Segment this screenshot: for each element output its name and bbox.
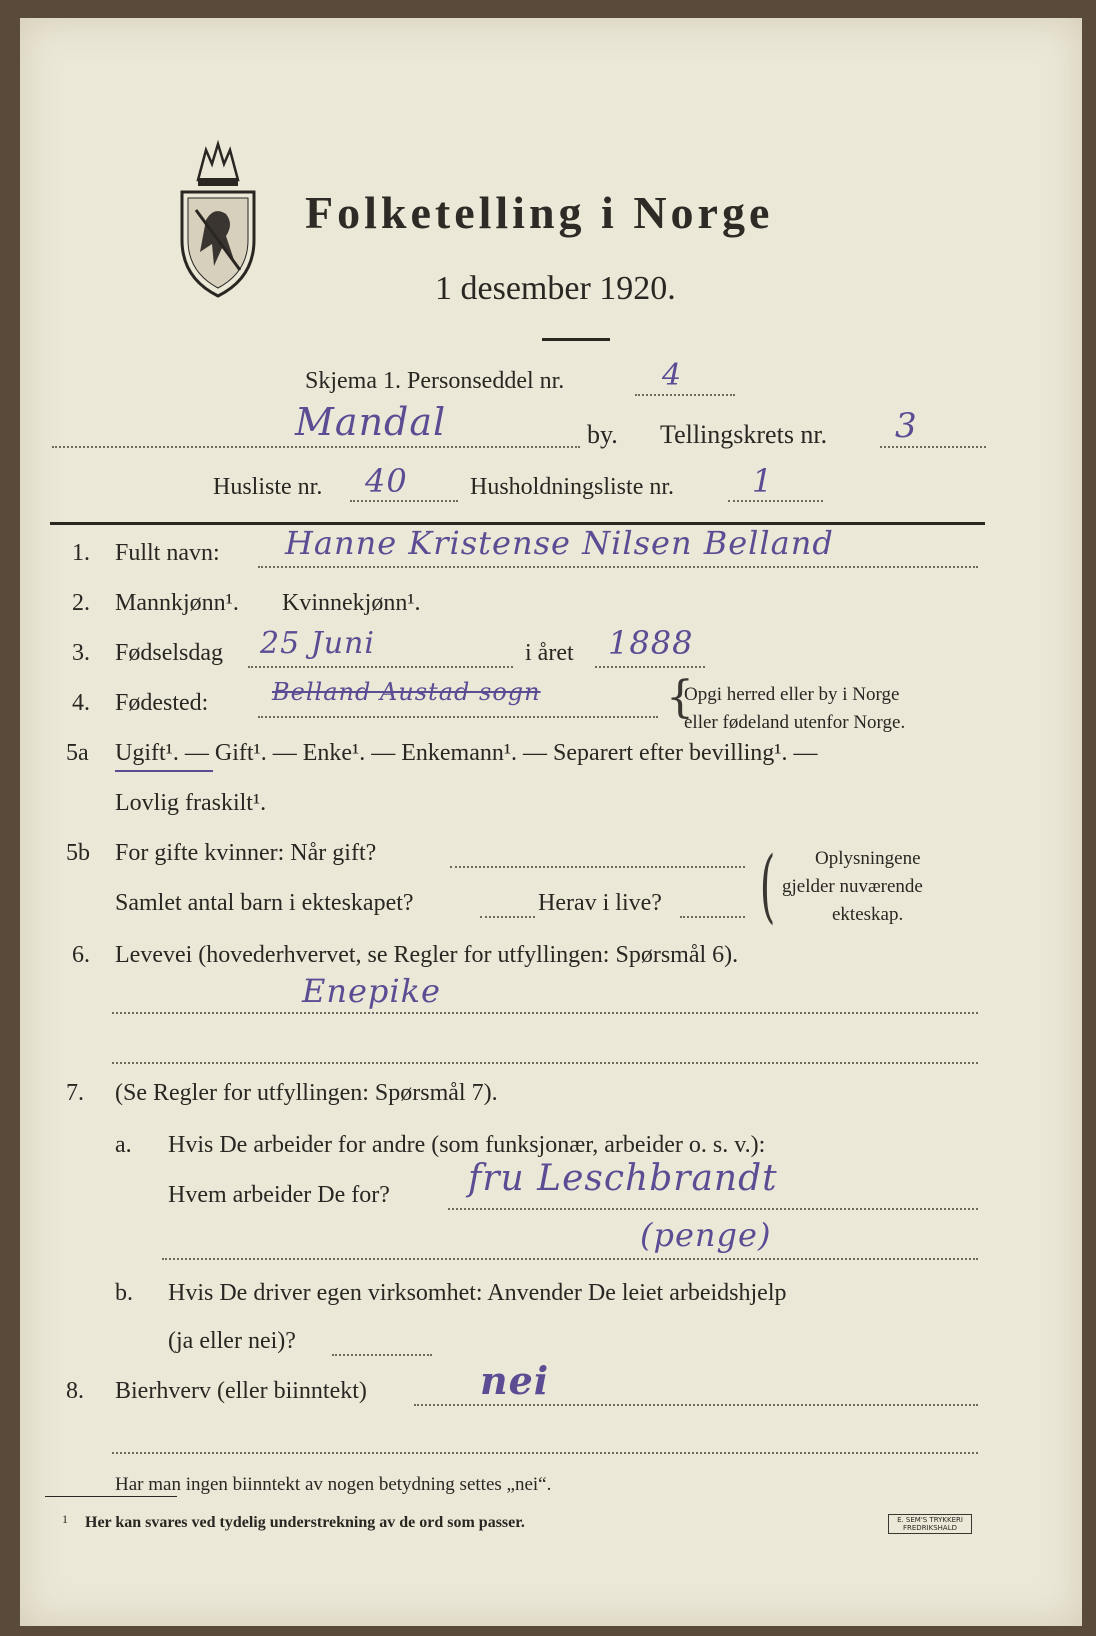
q3-label: Fødselsdag bbox=[115, 640, 223, 666]
skjema-label: Skjema 1. Personseddel nr. bbox=[305, 368, 565, 394]
q2-number: 2. bbox=[72, 590, 90, 616]
q5b-number: 5b bbox=[66, 840, 90, 866]
footnote-marker: 1 bbox=[62, 1512, 68, 1526]
q6-label: Levevei (hovederhvervet, se Regler for utfyllingen: Spørsmål 6). bbox=[115, 942, 739, 968]
side-income-field-line2 bbox=[112, 1452, 978, 1454]
employer-value-line2: (penge) bbox=[640, 1216, 772, 1254]
husliste-value: 40 bbox=[365, 462, 408, 500]
tellingskrets-value: 3 bbox=[895, 406, 918, 446]
birthplace-value: Belland Austad sogn bbox=[272, 678, 541, 706]
birthplace-field bbox=[258, 716, 658, 718]
birthday-value: 25 Juni bbox=[260, 626, 375, 661]
q3-number: 3. bbox=[72, 640, 90, 666]
tellingskrets-field bbox=[880, 446, 986, 448]
q5b-note-line1: Oplysningene bbox=[815, 848, 921, 869]
printer-stamp bbox=[888, 1514, 972, 1534]
footnote-text: Her kan svares ved tydelig understrekning av de ord som passer. bbox=[85, 1514, 525, 1531]
q5b-brace: ( bbox=[759, 839, 776, 932]
occupation-field-line2 bbox=[112, 1062, 978, 1064]
q5b-note-line3: ekteskap. bbox=[832, 904, 904, 925]
alive-field bbox=[680, 916, 745, 918]
q2-male-option: Mannkjønn¹. bbox=[115, 590, 239, 616]
q5b-alive-label: Herav i live? bbox=[538, 890, 662, 916]
q5a-number: 5a bbox=[66, 740, 89, 766]
year-label: i året bbox=[525, 640, 574, 666]
q5b-note-line2: gjelder nuværende bbox=[782, 876, 923, 897]
q7a-line1: Hvis De arbeider for andre (som funksjonær, arbeider o. s. v.): bbox=[168, 1132, 766, 1158]
nei-instruction: Har man ingen biinntekt av nogen betydning settes „nei“. bbox=[115, 1474, 552, 1495]
employer-field bbox=[448, 1208, 978, 1210]
form-title: Folketelling i Norge bbox=[305, 187, 774, 238]
q7b-line1: Hvis De driver egen virksomhet: Anvender De leiet arbeidshjelp bbox=[168, 1280, 787, 1306]
q4-note-line1: Opgi herred eller by i Norge bbox=[684, 684, 900, 705]
when-married-field bbox=[450, 866, 745, 868]
husliste-field bbox=[350, 500, 458, 502]
skjema-nr-value: 4 bbox=[662, 358, 683, 393]
skjema-nr-field bbox=[635, 394, 735, 396]
husholdning-label: Husholdningsliste nr. bbox=[470, 474, 675, 500]
birth-year-value: 1888 bbox=[608, 624, 694, 662]
q1-label: Fullt navn: bbox=[115, 540, 220, 566]
employer-value: fru Leschbrandt bbox=[468, 1158, 778, 1199]
coat-of-arms-icon bbox=[176, 140, 260, 300]
by-label: by. bbox=[587, 420, 618, 449]
q4-brace: { bbox=[666, 672, 694, 723]
children-field bbox=[480, 916, 535, 918]
q5a-options-cont: Lovlig fraskilt¹. bbox=[115, 790, 267, 816]
q7-number: 7. bbox=[66, 1080, 84, 1106]
q5a-options: Ugift¹. — Gift¹. — Enke¹. — Enkemann¹. — Separert efter bevilling¹. — bbox=[115, 740, 818, 766]
printer-stamp-line1: E. SEM'S TRYKKERI bbox=[897, 1516, 963, 1524]
q5a-underline-ugift bbox=[115, 770, 213, 772]
q4-number: 4. bbox=[72, 690, 90, 716]
census-form-page bbox=[20, 18, 1082, 1626]
occupation-field-line1 bbox=[112, 1012, 978, 1014]
q6-number: 6. bbox=[72, 942, 90, 968]
by-field bbox=[52, 446, 580, 448]
q7-label: (Se Regler for utfyllingen: Spørsmål 7). bbox=[115, 1080, 498, 1106]
footnote-divider bbox=[45, 1496, 177, 1497]
q7b-line2: (ja eller nei)? bbox=[168, 1328, 296, 1354]
birth-year-field bbox=[595, 666, 705, 668]
q4-note-line2: eller fødeland utenfor Norge. bbox=[684, 712, 906, 733]
full-name-field bbox=[258, 566, 978, 568]
side-income-field bbox=[414, 1404, 978, 1406]
q2-female-option: Kvinnekjønn¹. bbox=[282, 590, 421, 616]
side-income-value: nei bbox=[480, 1358, 550, 1403]
q8-label: Bierhverv (eller biinntekt) bbox=[115, 1378, 367, 1404]
birthday-field bbox=[248, 666, 513, 668]
by-value: Mandal bbox=[295, 400, 447, 444]
q7a-line2: Hvem arbeider De for? bbox=[168, 1182, 390, 1208]
employer-field-line2 bbox=[162, 1258, 978, 1260]
q5b-children-label: Samlet antal barn i ekteskapet? bbox=[115, 890, 414, 916]
q5b-line1: For gifte kvinner: Når gift? bbox=[115, 840, 377, 866]
title-divider bbox=[542, 338, 610, 341]
q1-number: 1. bbox=[72, 540, 90, 566]
hired-help-field bbox=[332, 1354, 432, 1356]
tellingskrets-label: Tellingskrets nr. bbox=[660, 420, 828, 449]
q7b-letter: b. bbox=[115, 1280, 133, 1306]
census-date: 1 desember 1920. bbox=[435, 270, 676, 307]
husholdning-field bbox=[728, 500, 823, 502]
husholdning-value: 1 bbox=[752, 462, 774, 500]
q7a-letter: a. bbox=[115, 1132, 132, 1158]
occupation-value: Enepike bbox=[302, 972, 441, 1010]
husliste-label: Husliste nr. bbox=[213, 474, 323, 500]
printer-stamp-line2: FREDRIKSHALD bbox=[902, 1524, 957, 1532]
full-name-value: Hanne Kristense Nilsen Belland bbox=[285, 524, 834, 562]
q4-label: Fødested: bbox=[115, 690, 209, 716]
q8-number: 8. bbox=[66, 1378, 84, 1404]
